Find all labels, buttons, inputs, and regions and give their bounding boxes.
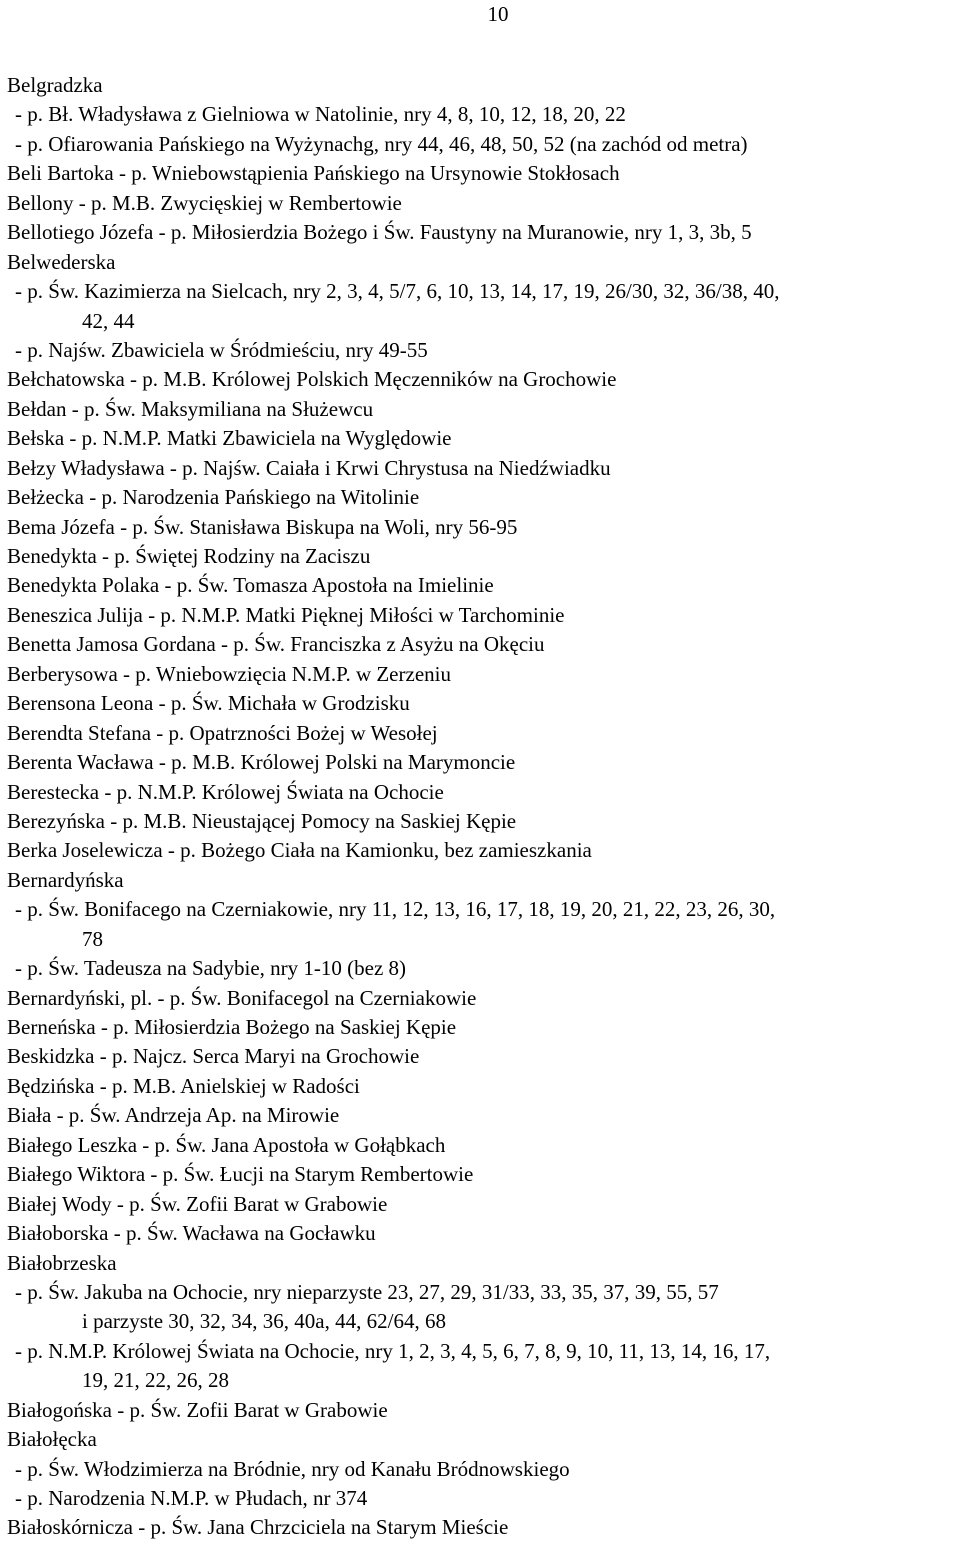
parish-subentry: - p. N.M.P. Królowej Świata na Ochocie, nry 1, 2, 3, 4, 5, 6, 7, 8, 9, 10, 11, 13, 14, 16, 17, xyxy=(15,1338,771,1363)
street-entry: Bellony - p. M.B. Zwycięskiej w Rembertowie xyxy=(7,190,402,215)
street-entry: Białego Leszka - p. Św. Jana Apostoła w Gołąbkach xyxy=(7,1132,446,1157)
street-entry: Bellotiego Józefa - p. Miłosierdzia Bożego i Św. Faustyny na Muranowie, nry 1, 3, 3b, 5 xyxy=(7,220,752,245)
street-heading: Belgradzka xyxy=(7,73,103,97)
parish-subentry: - p. Narodzenia N.M.P. w Płudach, nr 374 xyxy=(15,1486,368,1510)
street-entry: Bełchatowska - p. M.B. Królowej Polskich Męczenników na Grochowie xyxy=(7,367,617,392)
street-heading: Belwederska xyxy=(7,249,116,274)
street-entry: Berka Joselewicza - p. Bożego Ciała na Kamionku, bez zamieszkania xyxy=(7,838,592,863)
parish-subentry: - p. Św. Bonifacego na Czerniakowie, nry 11, 12, 13, 16, 17, 18, 19, 20, 21, 22, 23, 26, 30, xyxy=(15,897,776,922)
street-entry: Bełzy Władysława - p. Najśw. Caiała i Krwi Chrystusa na Niedźwiadku xyxy=(7,455,611,480)
street-entry: Benetta Jamosa Gordana - p. Św. Franciszka z Asyżu na Okęciu xyxy=(7,632,545,657)
continuation-line: i parzyste 30, 32, 34, 36, 40a, 44, 62/64, 68 xyxy=(82,1309,446,1334)
street-entry: Białej Wody - p. Św. Zofii Barat w Grabowie xyxy=(7,1191,388,1216)
street-entry: Beneszica Julija - p. N.M.P. Matki Pięknej Miłości w Tarchominie xyxy=(7,602,565,627)
document-body xyxy=(7,71,957,1543)
street-entry: Bema Józefa - p. Św. Stanisława Biskupa na Woli, nry 56-95 xyxy=(7,514,518,539)
street-entry: Biała - p. Św. Andrzeja Ap. na Mirowie xyxy=(7,1103,340,1128)
parish-subentry: - p. Św. Tadeusza na Sadybie, nry 1-10 (bez 8) xyxy=(15,956,407,981)
street-heading: Białołęcka xyxy=(7,1427,97,1452)
continuation-line: 42, 44 xyxy=(82,308,135,333)
street-entry: Będzińska - p. M.B. Anielskiej w Radości xyxy=(7,1073,360,1098)
parish-subentry: - p. Św. Włodzimierza na Bródnie, nry od Kanału Bródnowskiego xyxy=(15,1456,570,1481)
street-entry: Beli Bartoka - p. Wniebowstąpienia Pańskiego na Ursynowie Stokłosach xyxy=(7,161,620,186)
parish-subentry: - p. Św. Jakuba na Ochocie, nry nieparzyste 23, 27, 29, 31/33, 33, 35, 37, 39, 55, 57 xyxy=(15,1279,719,1304)
street-heading: Bernardyńska xyxy=(7,867,124,892)
continuation-line: 78 xyxy=(82,926,103,951)
parish-subentry: - p. Bł. Władysława z Gielniowa w Natolinie, nry 4, 8, 10, 12, 18, 20, 22 xyxy=(15,102,626,127)
street-entry: Berezyńska - p. M.B. Nieustającej Pomocy na Saskiej Kępie xyxy=(7,808,517,833)
street-entry: Białogońska - p. Św. Zofii Barat w Grabowie xyxy=(7,1397,388,1422)
street-entry: Bełżecka - p. Narodzenia Pańskiego na Witolinie xyxy=(7,485,420,510)
street-entry: Berenta Wacława - p. M.B. Królowej Polski na Marymoncie xyxy=(7,750,516,775)
parish-subentry: - p. Najśw. Zbawiciela w Śródmieściu, nry 49-55 xyxy=(15,337,428,362)
street-entry: Białego Wiktora - p. Św. Łucji na Starym Rembertowie xyxy=(7,1162,474,1187)
page-number: 10 xyxy=(487,2,509,26)
street-entry: Białoborska - p. Św. Wacława na Gocławku xyxy=(7,1221,376,1246)
street-entry: Białoskórnicza - p. Św. Jana Chrzciciela na Starym Mieście xyxy=(7,1515,509,1540)
street-heading: Białobrzeska xyxy=(7,1250,117,1275)
street-entry: Bełdan - p. Św. Maksymiliana na Służewcu xyxy=(7,396,374,421)
street-entry: Berberysowa - p. Wniebowzięcia N.M.P. w Zerzeniu xyxy=(7,661,451,686)
street-entry: Berneńska - p. Miłosierdzia Bożego na Saskiej Kępie xyxy=(7,1015,457,1039)
street-entry: Berestecka - p. N.M.P. Królowej Świata na Ochocie xyxy=(7,779,444,804)
street-entry: Bełska - p. N.M.P. Matki Zbawiciela na Wyględowie xyxy=(7,426,452,451)
street-entry: Benedykta - p. Świętej Rodziny na Zaciszu xyxy=(7,544,371,568)
parish-subentry: - p. Ofiarowania Pańskiego na Wyżynachg, nry 44, 46, 48, 50, 52 (na zachód od metra) xyxy=(15,131,748,156)
street-entry: Beskidzka - p. Najcz. Serca Maryi na Grochowie xyxy=(7,1044,420,1069)
parish-subentry: - p. Św. Kazimierza na Sielcach, nry 2, 3, 4, 5/7, 6, 10, 13, 14, 17, 19, 26/30, 32, 36/38, 40, xyxy=(15,279,780,304)
street-entry: Berendta Stefana - p. Opatrzności Bożej w Wesołej xyxy=(7,720,438,745)
street-entry: Bernardyński, pl. - p. Św. Bonifacegol na Czerniakowie xyxy=(7,985,477,1010)
street-entry: Benedykta Polaka - p. Św. Tomasza Apostoła na Imielinie xyxy=(7,573,494,598)
street-entry: Berensona Leona - p. Św. Michała w Grodzisku xyxy=(7,691,410,716)
continuation-line: 19, 21, 22, 26, 28 xyxy=(82,1368,229,1393)
